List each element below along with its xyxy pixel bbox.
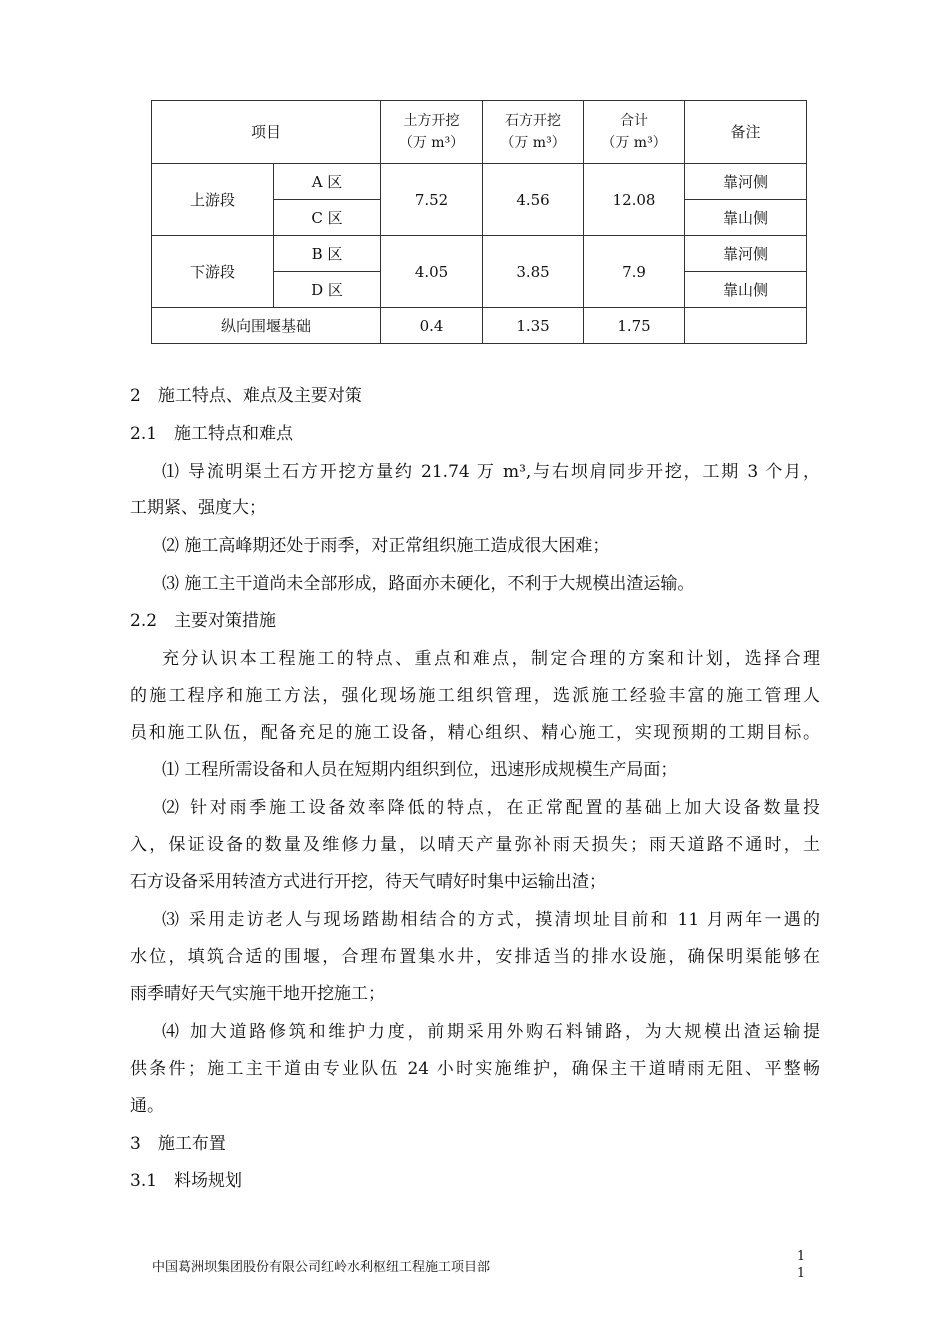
table-header-row — [152, 101, 807, 164]
remark-cell: 靠河侧 — [685, 236, 807, 272]
zone-cell: B 区 — [274, 236, 381, 272]
body-text-line: 通。 — [130, 1096, 164, 1116]
body-text-line: 工期紧、强度大； — [130, 498, 266, 518]
section-heading: 2 施工特点、难点及主要对策 — [130, 386, 362, 406]
subsection-heading: 3.1 料场规划 — [130, 1171, 243, 1191]
body-text-line: ⑵ 针对雨季施工设备效率降低的特点，在正常配置的基础上加大设备数量投 — [162, 798, 820, 818]
body-text-line: 水位，填筑合适的围堰，合理布置集水井，安排适当的排水设施，确保明渠能够在 — [130, 947, 820, 967]
footer-organization: 中国葛洲坝集团股份有限公司红岭水利枢纽工程施工项目部 — [152, 1260, 491, 1275]
subsection-heading: 2.1 施工特点和难点 — [130, 424, 294, 444]
remark-cell — [685, 308, 807, 344]
header-rock: 石方开挖 （万 m³） — [483, 101, 584, 164]
remark-cell: 靠河侧 — [685, 164, 807, 200]
body-text-line: 供条件；施工主干道由专业队伍 24 小时实施维护，确保主干道晴雨无阻、平整畅 — [130, 1059, 820, 1079]
total-value: 12.08 — [584, 164, 685, 236]
rock-value: 3.85 — [483, 236, 584, 308]
body-text-line: 石方设备采用转渣方式进行开挖，待天气晴好时集中运输出渣； — [130, 872, 606, 892]
rock-value: 1.35 — [483, 308, 584, 344]
body-text-line: 的施工程序和施工方法，强化现场施工组织管理，选派施工经验丰富的施工管理人 — [130, 686, 820, 706]
earth-value: 4.05 — [381, 236, 483, 308]
body-text-line: ⑶ 施工主干道尚未全部形成，路面亦未硬化，不利于大规模出渣运输。 — [162, 574, 695, 594]
group-name: 纵向围堰基础 — [152, 308, 381, 344]
body-text-line: ⑴ 工程所需设备和人员在短期内组织到位，迅速形成规模生产局面； — [162, 760, 678, 780]
remark-cell: 靠山侧 — [685, 272, 807, 308]
group-name: 上游段 — [152, 164, 274, 236]
body-text-line: 充分认识本工程施工的特点、重点和难点，制定合理的方案和计划，选择合理 — [162, 649, 820, 669]
header-total: 合计 （万 m³） — [584, 101, 685, 164]
table-row — [152, 236, 807, 272]
body-text-line: ⑷ 加大道路修筑和维护力度，前期采用外购石料铺路，为大规模出渣运输提 — [162, 1022, 820, 1042]
remark-cell: 靠山侧 — [685, 200, 807, 236]
excavation-quantity-table — [151, 100, 807, 344]
body-text-line: 入，保证设备的数量及维修力量，以晴天产量弥补雨天损失；雨天道路不通时，土 — [130, 835, 820, 855]
group-name: 下游段 — [152, 236, 274, 308]
total-value: 7.9 — [584, 236, 685, 308]
body-text-line: ⑴ 导流明渠土石方开挖方量约 21.74 万 m³,与右坝肩同步开挖，工期 3 个月， — [162, 462, 820, 482]
subsection-heading: 2.2 主要对策措施 — [130, 611, 277, 631]
earth-value: 0.4 — [381, 308, 483, 344]
body-text-line: ⑵ 施工高峰期还处于雨季，对正常组织施工造成很大困难； — [162, 536, 610, 556]
header-remark: 备注 — [685, 101, 807, 164]
body-text-line: ⑶ 采用走访老人与现场踏勘相结合的方式，摸清坝址目前和 11 月两年一遇的 — [162, 910, 820, 930]
zone-cell: C 区 — [274, 200, 381, 236]
total-value: 1.75 — [584, 308, 685, 344]
page-number: 1 1 — [796, 1249, 806, 1281]
header-earth: 土方开挖 （万 m³） — [381, 101, 483, 164]
body-text-line: 雨季晴好天气实施干地开挖施工； — [130, 984, 385, 1004]
header-item: 项目 — [152, 101, 381, 164]
earth-value: 7.52 — [381, 164, 483, 236]
zone-cell: A 区 — [274, 164, 381, 200]
body-text-line: 员和施工队伍，配备充足的施工设备，精心组织、精心施工，实现预期的工期目标。 — [130, 723, 820, 743]
section-heading: 3 施工布置 — [130, 1134, 226, 1154]
rock-value: 4.56 — [483, 164, 584, 236]
table-row — [152, 308, 807, 344]
table-row — [152, 164, 807, 200]
zone-cell: D 区 — [274, 272, 381, 308]
